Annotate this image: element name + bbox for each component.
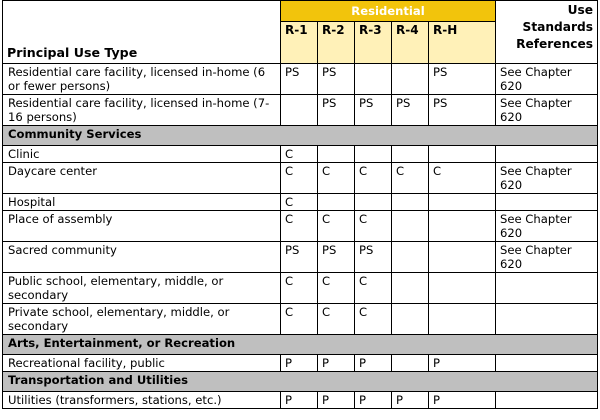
zone-cell: C	[281, 162, 318, 193]
use-standards-header: Use Standards References	[496, 1, 598, 64]
section-header-row	[3, 125, 598, 145]
zone-cell: C	[318, 162, 355, 193]
zone-cell	[429, 210, 496, 241]
use-type-label: Residential care facility, licensed in-home (6 or fewer persons)	[3, 63, 281, 94]
use-type-label: Private school, elementary, middle, or secondary	[3, 303, 281, 334]
use-type-label: Hospital	[3, 193, 281, 210]
zone-cell: P	[355, 354, 392, 371]
zone-cell: P	[281, 354, 318, 371]
use-standards-reference	[496, 272, 598, 303]
table-row	[3, 391, 598, 408]
section-title: Community Services	[3, 125, 598, 145]
use-standards-reference	[496, 145, 598, 162]
zone-cell	[429, 303, 496, 334]
zone-cell: P	[281, 391, 318, 408]
zone-cell: C	[355, 272, 392, 303]
use-standards-reference: See Chapter 620	[496, 94, 598, 125]
zone-cell	[392, 193, 429, 210]
zone-header-rh: R-H	[429, 22, 496, 64]
zone-header-r4: R-4	[392, 22, 429, 64]
zone-cell: C	[281, 272, 318, 303]
table-row	[3, 193, 598, 210]
zone-cell: PS	[355, 94, 392, 125]
zone-cell	[318, 145, 355, 162]
zone-cell: PS	[355, 241, 392, 272]
use-type-label: Recreational facility, public	[3, 354, 281, 371]
use-standards-reference: See Chapter 620	[496, 162, 598, 193]
zone-cell: C	[281, 193, 318, 210]
zone-cell: PS	[429, 63, 496, 94]
zone-cell: P	[355, 391, 392, 408]
table-row	[3, 94, 598, 125]
zone-header-r3: R-3	[355, 22, 392, 64]
zone-cell: PS	[281, 241, 318, 272]
header-row-top	[3, 1, 598, 22]
section-title: Arts, Entertainment, or Recreation	[3, 334, 598, 354]
use-standards-reference: See Chapter 620	[496, 210, 598, 241]
table-row	[3, 63, 598, 94]
zone-cell: PS	[429, 94, 496, 125]
zone-cell	[355, 63, 392, 94]
zone-cell	[392, 303, 429, 334]
residential-group-header: Residential	[281, 1, 496, 22]
use-standards-reference	[496, 303, 598, 334]
zone-cell	[429, 241, 496, 272]
zone-cell: C	[318, 303, 355, 334]
zone-cell: C	[281, 145, 318, 162]
zone-cell	[392, 354, 429, 371]
use-type-label: Sacred community	[3, 241, 281, 272]
section-header-row	[3, 371, 598, 391]
zone-cell: PS	[392, 94, 429, 125]
zone-cell	[281, 94, 318, 125]
zone-cell: C	[281, 303, 318, 334]
zone-cell: P	[392, 391, 429, 408]
zone-cell: C	[392, 162, 429, 193]
zone-cell: P	[429, 354, 496, 371]
table-row	[3, 354, 598, 371]
zone-cell: C	[318, 210, 355, 241]
section-header-row	[3, 334, 598, 354]
use-type-label: Utilities (transformers, stations, etc.)	[3, 391, 281, 408]
use-type-label: Daycare center	[3, 162, 281, 193]
zone-cell: PS	[281, 63, 318, 94]
table-row	[3, 303, 598, 334]
zone-header-r1: R-1	[281, 22, 318, 64]
zone-cell	[429, 193, 496, 210]
table-row	[3, 272, 598, 303]
use-standards-reference: See Chapter 620	[496, 241, 598, 272]
use-standards-reference: See Chapter 620	[496, 63, 598, 94]
header-blank-cell	[3, 1, 281, 22]
zone-cell: P	[318, 391, 355, 408]
use-standards-reference	[496, 391, 598, 408]
zone-cell	[392, 272, 429, 303]
use-type-label: Place of assembly	[3, 210, 281, 241]
zone-cell: C	[318, 272, 355, 303]
zone-cell	[429, 272, 496, 303]
zone-header-r2: R-2	[318, 22, 355, 64]
table-row	[3, 241, 598, 272]
zone-cell: PS	[318, 94, 355, 125]
use-standards-reference	[496, 193, 598, 210]
use-standards-reference	[496, 354, 598, 371]
zone-cell: C	[429, 162, 496, 193]
zone-cell	[355, 193, 392, 210]
use-type-label: Clinic	[3, 145, 281, 162]
zone-cell	[392, 63, 429, 94]
zone-cell	[318, 193, 355, 210]
zone-cell: P	[429, 391, 496, 408]
zone-cell: P	[318, 354, 355, 371]
zone-cell	[429, 145, 496, 162]
zone-cell	[392, 145, 429, 162]
use-type-label: Residential care facility, licensed in-home (7-16 persons)	[3, 94, 281, 125]
table-row	[3, 210, 598, 241]
zone-cell: C	[355, 210, 392, 241]
zone-cell: C	[281, 210, 318, 241]
zone-cell	[355, 145, 392, 162]
zone-cell: PS	[318, 241, 355, 272]
table-row	[3, 145, 598, 162]
section-title: Transportation and Utilities	[3, 371, 598, 391]
use-type-label: Public school, elementary, middle, or secondary	[3, 272, 281, 303]
zone-cell: PS	[318, 63, 355, 94]
zone-cell	[392, 210, 429, 241]
use-table	[2, 0, 598, 409]
zone-cell: C	[355, 162, 392, 193]
zone-cell: C	[355, 303, 392, 334]
zone-cell	[392, 241, 429, 272]
principal-use-type-header: Principal Use Type	[3, 22, 281, 64]
table-row	[3, 162, 598, 193]
